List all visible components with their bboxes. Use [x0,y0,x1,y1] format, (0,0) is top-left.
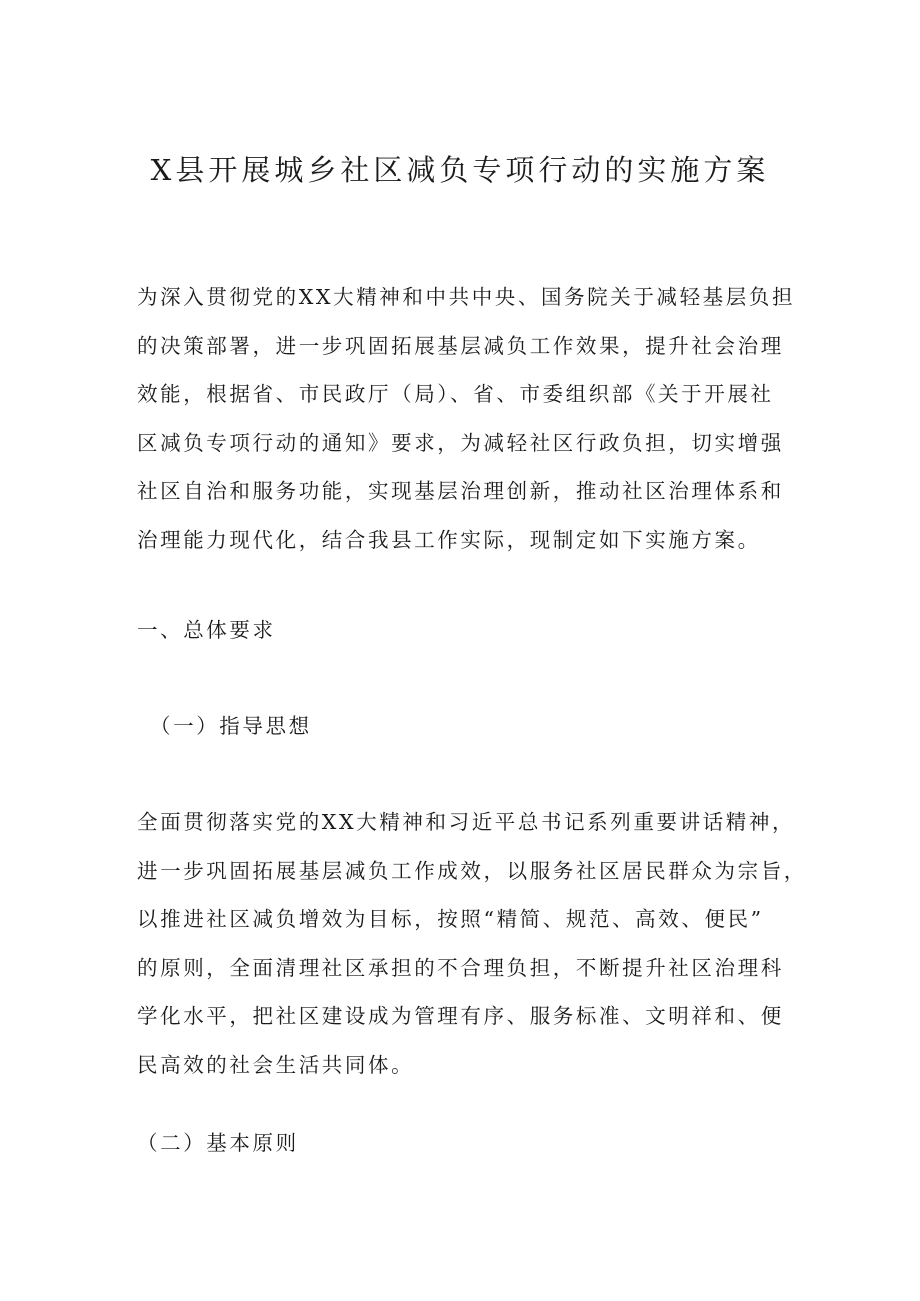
intro-line: 治理能力现代化，结合我县工作实际，现制定如下实施方案。 [137,527,761,552]
intro-line: 效能，根据省、市民政厅（局）、省、市委组织部《关于开展社 [137,382,774,406]
guiding-line: 学化水平，把社区建设成为管理有序、服务标准、文明祥和、便 [137,1004,784,1028]
intro-line: 的决策部署，进一步巩固拓展基层减负工作效果，提升社会治理 [137,333,784,358]
intro-line: 区减负专项行动的通知》要求，为减轻社区行政负担，切实增强 [137,430,784,455]
intro-line: 为深入贯彻党的XX大精神和中共中央、国务院关于减轻基层负担 [137,285,796,309]
document-title: X县开展城乡社区减负专项行动的实施方案 [150,153,770,187]
subsection-heading-basic-principles: （二）基本原则 [137,1131,299,1155]
guiding-ideology-paragraph [137,798,807,1089]
guiding-line: 进一步巩固拓展基层减负工作成效，以服务社区居民群众为宗旨， [137,858,807,883]
intro-line: 社区自治和服务功能，实现基层治理创新，推动社区治理体系和 [137,479,784,503]
guiding-line: 以推进社区减负增效为目标，按照“精简、规范、高效、便民” [137,907,764,931]
guiding-line: 的原则，全面清理社区承担的不合理负担，不断提升社区治理科 [137,955,784,980]
section-heading-general-requirements: 一、总体要求 [137,618,276,642]
intro-paragraph [137,273,795,564]
subsection-heading-guiding-ideology: （一）指导思想 [150,714,312,738]
guiding-line: 民高效的社会生活共同体。 [137,1052,415,1077]
guiding-line: 全面贯彻落实党的XX大精神和习近平总书记系列重要讲话精神， [137,810,796,834]
